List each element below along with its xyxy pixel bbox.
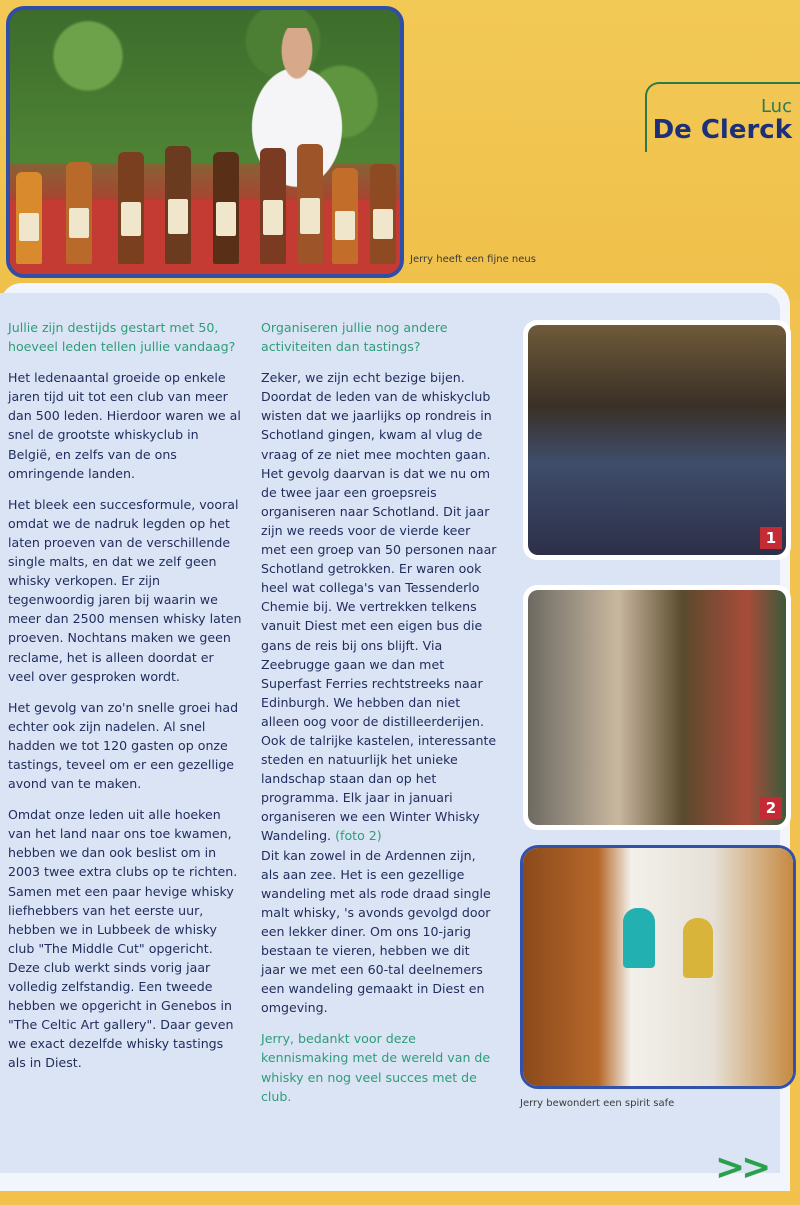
continue-arrows: >> bbox=[715, 1147, 768, 1188]
photo-1-image bbox=[528, 325, 786, 555]
question: Jullie zijn destijds gestart met 50, hoeveel leden tellen jullie vandaag? bbox=[8, 320, 236, 355]
author-name-box bbox=[645, 82, 800, 152]
closing-question: Jerry, bedankt voor deze kennismaking met de wereld van de whisky en nog veel succes met de club. bbox=[261, 1031, 491, 1104]
caption-bottom: Jerry bewondert een spirit safe bbox=[520, 1098, 675, 1109]
column-2 bbox=[261, 318, 497, 1118]
photo-number-1: 1 bbox=[760, 527, 782, 549]
question: Organiseren jullie nog andere activiteiten dan tastings? bbox=[261, 320, 448, 355]
person-yellow-shirt bbox=[683, 918, 713, 978]
bottle bbox=[118, 152, 144, 264]
person-teal-shirt bbox=[623, 908, 655, 968]
paragraph bbox=[261, 368, 497, 845]
paragraph: Omdat onze leden uit alle hoeken van het land naar ons toe kwamen, hebben we dan ook beslist om in 2003 twee extra clubs op te richten. Samen met een paar hevige whisky liefhebbers van het eerste uur, hebben we in Lubbeek de whisky club "The Middle Cut" opgericht. Deze club werkt sinds vorig jaar volledig zelfstandig. Een tweede hebben we opgericht in Genebos in "The Celtic Art gallery". Daar geven we exact dezelfde whisky tastings als in Diest. bbox=[8, 807, 238, 1071]
bottle bbox=[370, 164, 396, 264]
bottle bbox=[260, 148, 286, 264]
bottle bbox=[297, 144, 323, 264]
photo-1 bbox=[523, 320, 791, 560]
bottle bbox=[16, 172, 42, 264]
photo-reference: (foto 2) bbox=[335, 828, 382, 844]
photo-number-2: 2 bbox=[760, 797, 782, 819]
author-first-name: Luc bbox=[760, 96, 792, 117]
paragraph: Het bleek een succesformule, vooral omdat we de nadruk legden op het laten proeven van de verschillende single malts, en dat we zelf geen whisky verkopen. Er zijn tegenwoordig jaren bij waarin we meer dan 2500 mensen whisky laten proeven. Nochtans maken we geen reclame, het is alleen doordat er veel over gesproken wordt. bbox=[8, 496, 242, 684]
paragraph-text: Zeker, we zijn echt bezige bijen. Doordat de leden van de whiskyclub wisten dat we jaarlijks op rondreis in Schotland gingen, kwam al vlug de vraag of ze niet mee mochten gaan. Het gevolg daarvan is dat we nu om de twee jaar een groepsreis organiseren naar Schotland. Dit jaar zijn we reeds voor de vierde keer met een groep van 50 personen naar Schotland getrokken. Er waren ook heel wat collega's van Tessenderlo Chemie bij. We vertrekken telkens vanuit Diest met een eigen bus die gans de reis bij ons blijft. Via Zeebrugge gaan we dan met Superfast Ferries rechtstreeks naar Edinburgh. We hebben dan niet alleen oog voor de distilleerderijen. Ook de talrijke kastelen, interessante steden en natuurlijk het unieke landschap staan dan op het programma. Elk jaar in januari organiseren we een Winter Whisky Wandeling. bbox=[261, 370, 497, 844]
paragraph: Het gevolg van zo'n snelle groei had echter ook zijn nadelen. Al snel hadden we tot 120 gasten op onze tastings, teveel om er een gezellige avond van te maken. bbox=[8, 699, 239, 792]
column-1 bbox=[8, 318, 244, 1084]
paragraph: Het ledenaantal groeide op enkele jaren tijd uit tot een club van meer dan 500 leden. Hierdoor waren we al snel de grootste whiskyclub in België, en zelfs van de ons omringende landen. bbox=[8, 370, 241, 481]
bottle bbox=[332, 168, 358, 264]
photo-3 bbox=[520, 845, 796, 1089]
bottle bbox=[213, 152, 239, 264]
photo-2 bbox=[523, 585, 791, 830]
author-last-name: De Clerck bbox=[652, 115, 792, 145]
bottle bbox=[66, 162, 92, 264]
bottle bbox=[165, 146, 191, 264]
photo-2-image bbox=[528, 590, 786, 825]
paragraph: Dit kan zowel in de Ardennen zijn, als aan zee. Het is een gezellige wandeling met als rode draad single malt whisky, 's avonds gevolgd door een lekker diner. Om ons 10-jarig bestaan te vieren, hebben we dit jaar we met een 60-tal deelnemers een wandeling gemaakt in Diest en omgeving. bbox=[261, 847, 491, 1016]
photo-whisky-tasting bbox=[6, 6, 404, 278]
photo-3-image bbox=[523, 848, 793, 1086]
caption-top: Jerry heeft een fijne neus bbox=[410, 254, 536, 265]
bottom-bar bbox=[0, 1191, 800, 1205]
